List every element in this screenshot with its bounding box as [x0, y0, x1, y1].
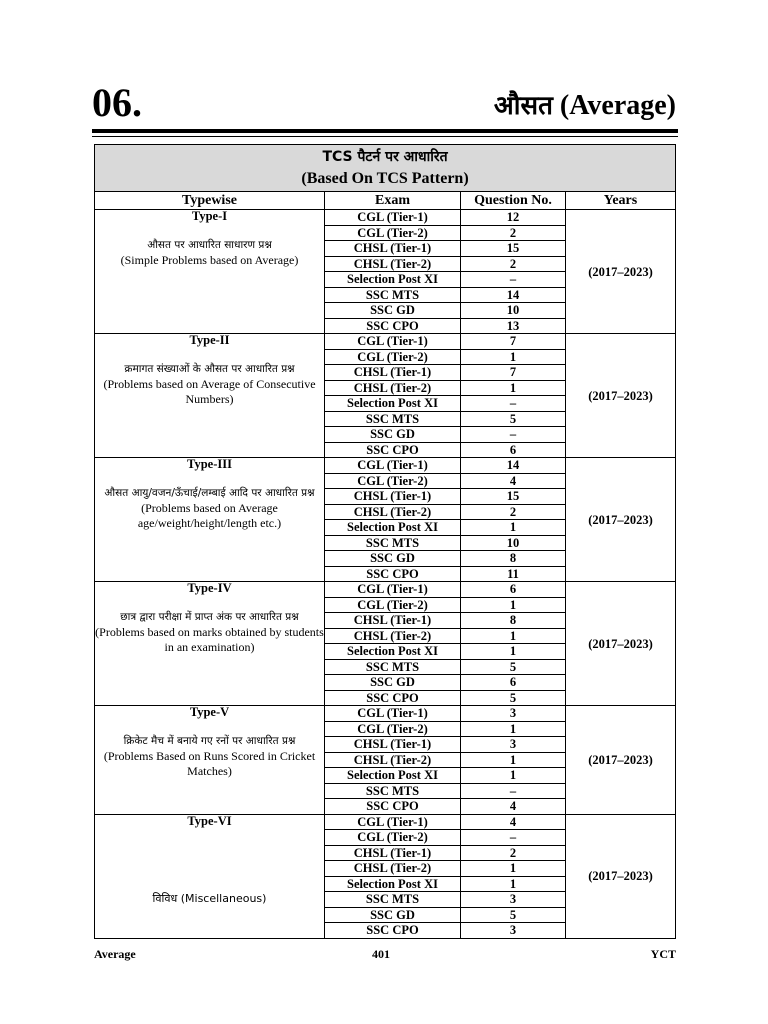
exam-cell: SSC MTS: [325, 892, 461, 908]
exam-cell: Selection Post XI: [325, 644, 461, 660]
years-cell: (2017–2023): [566, 814, 676, 938]
question-count-cell: 8: [461, 613, 566, 629]
exam-cell: SSC GD: [325, 907, 461, 923]
question-count-cell: 1: [461, 520, 566, 536]
chapter-number: 06.: [92, 80, 142, 125]
question-count-cell: 1: [461, 768, 566, 784]
header-rule-thin: [92, 136, 678, 137]
years-cell: (2017–2023): [566, 334, 676, 458]
question-count-cell: 12: [461, 210, 566, 226]
question-count-cell: 5: [461, 907, 566, 923]
question-count-cell: –: [461, 830, 566, 846]
exam-cell: Selection Post XI: [325, 768, 461, 784]
footer-subject: Average: [94, 947, 136, 961]
type-name: Type-IV: [187, 581, 232, 595]
years-cell: (2017–2023): [566, 210, 676, 334]
exam-cell: CHSL (Tier-2): [325, 504, 461, 520]
type-cell: [95, 706, 325, 815]
question-count-cell: 1: [461, 876, 566, 892]
question-count-cell: 1: [461, 628, 566, 644]
question-count-cell: 10: [461, 535, 566, 551]
question-count-cell: 15: [461, 489, 566, 505]
type-name: Type-VI: [187, 813, 232, 828]
exam-cell: SSC MTS: [325, 783, 461, 799]
table-row: [95, 814, 676, 830]
type-description-english: (Simple Problems based on Average): [120, 253, 299, 267]
exam-cell: CGL (Tier-1): [325, 334, 461, 350]
exam-cell: CHSL (Tier-1): [325, 613, 461, 629]
question-count-cell: 14: [461, 458, 566, 474]
question-count-cell: 6: [461, 675, 566, 691]
question-count-cell: 15: [461, 241, 566, 257]
exam-cell: CGL (Tier-2): [325, 349, 461, 365]
question-count-cell: 1: [461, 644, 566, 660]
footer-page-number: 401: [372, 947, 390, 961]
table-heading-hindi: TCS पैटर्न पर आधारित: [322, 149, 448, 165]
exam-cell: Selection Post XI: [325, 396, 461, 412]
type-cell: [95, 814, 325, 938]
chapter-title: [494, 84, 676, 128]
question-count-cell: 4: [461, 814, 566, 830]
question-count-cell: 1: [461, 380, 566, 396]
type-description-english: (Problems based on marks obtained by students in an examination): [95, 625, 324, 654]
exam-cell: CGL (Tier-1): [325, 582, 461, 598]
type-cell: [95, 334, 325, 458]
column-header-exam: Exam: [325, 192, 461, 210]
type-description-hindi: छात्र द्वारा परीक्षा में प्राप्त अंक पर आधारित प्रश्न: [120, 611, 299, 623]
question-count-cell: –: [461, 272, 566, 288]
years-cell: (2017–2023): [566, 582, 676, 706]
exam-cell: Selection Post XI: [325, 272, 461, 288]
exam-cell: CHSL (Tier-1): [325, 365, 461, 381]
table-row: [95, 458, 676, 474]
exam-cell: CHSL (Tier-2): [325, 861, 461, 877]
question-count-cell: 1: [461, 752, 566, 768]
footer-publisher: YCT: [650, 947, 676, 961]
question-count-cell: 4: [461, 473, 566, 489]
type-name: Type-III: [187, 457, 232, 471]
exam-cell: SSC MTS: [325, 535, 461, 551]
exam-cell: CGL (Tier-2): [325, 830, 461, 846]
exam-cell: CGL (Tier-2): [325, 473, 461, 489]
exam-cell: SSC GD: [325, 551, 461, 567]
type-description-english: (Problems based on Average age/weight/height/length etc.): [137, 501, 282, 530]
question-count-cell: 7: [461, 334, 566, 350]
header-rule-thick: [92, 129, 678, 133]
question-count-cell: –: [461, 396, 566, 412]
question-count-cell: 7: [461, 365, 566, 381]
type-description-english: (Problems Based on Runs Scored in Cricket Matches): [103, 749, 316, 778]
type-name: Type-I: [191, 209, 228, 223]
exam-cell: CHSL (Tier-2): [325, 752, 461, 768]
column-header-years: Years: [566, 192, 676, 210]
question-count-cell: 1: [461, 597, 566, 613]
table-row: [95, 334, 676, 350]
exam-cell: CHSL (Tier-2): [325, 256, 461, 272]
exam-cell: CHSL (Tier-1): [325, 737, 461, 753]
column-header-question-no: Question No.: [461, 192, 566, 210]
type-cell: [95, 210, 325, 334]
question-count-cell: –: [461, 427, 566, 443]
type-description-hindi: औसत आयु/वजन/ऊँचाई/लम्बाई आदि पर आधारित प्रश्न: [104, 487, 315, 499]
question-count-cell: 2: [461, 256, 566, 272]
exam-cell: SSC CPO: [325, 799, 461, 815]
exam-cell: SSC GD: [325, 427, 461, 443]
table-row: [95, 582, 676, 598]
question-count-cell: 4: [461, 799, 566, 815]
question-count-cell: 3: [461, 923, 566, 939]
table-heading-english: (Based On TCS Pattern): [301, 170, 469, 187]
chapter-title-english: (Average): [559, 90, 676, 121]
exam-cell: CHSL (Tier-1): [325, 845, 461, 861]
type-name: Type-V: [189, 705, 230, 719]
years-cell: (2017–2023): [566, 458, 676, 582]
exam-cell: SSC CPO: [325, 318, 461, 334]
question-count-cell: 2: [461, 225, 566, 241]
column-header-row: [95, 192, 676, 210]
exam-cell: Selection Post XI: [325, 876, 461, 892]
exam-cell: SSC CPO: [325, 566, 461, 582]
question-count-cell: 6: [461, 442, 566, 458]
exam-cell: CGL (Tier-1): [325, 210, 461, 226]
exam-cell: SSC GD: [325, 675, 461, 691]
exam-cell: CGL (Tier-2): [325, 721, 461, 737]
exam-cell: CGL (Tier-2): [325, 225, 461, 241]
question-count-cell: 3: [461, 706, 566, 722]
table-heading-row: [95, 145, 676, 192]
exam-cell: CGL (Tier-2): [325, 597, 461, 613]
chapter-title-hindi: औसत: [493, 91, 553, 121]
type-cell: [95, 582, 325, 706]
exam-cell: CHSL (Tier-1): [325, 241, 461, 257]
table-heading: [95, 145, 676, 192]
question-count-cell: 1: [461, 721, 566, 737]
question-count-cell: 1: [461, 349, 566, 365]
exam-cell: SSC MTS: [325, 411, 461, 427]
question-count-cell: 1: [461, 861, 566, 877]
question-count-cell: 5: [461, 690, 566, 706]
type-description-hindi: औसत पर आधारित साधारण प्रश्न: [147, 239, 272, 251]
exam-cell: CHSL (Tier-1): [325, 489, 461, 505]
exam-cell: SSC CPO: [325, 690, 461, 706]
table-row: [95, 706, 676, 722]
exam-cell: SSC CPO: [325, 923, 461, 939]
question-count-cell: 3: [461, 737, 566, 753]
exam-cell: CHSL (Tier-2): [325, 628, 461, 644]
exam-cell: SSC MTS: [325, 287, 461, 303]
question-count-cell: 14: [461, 287, 566, 303]
type-description-hindi: क्रमागत संख्याओं के औसत पर आधारित प्रश्न: [124, 363, 295, 375]
exam-cell: SSC MTS: [325, 659, 461, 675]
exam-cell: SSC GD: [325, 303, 461, 319]
type-description-misc: विविध (Miscellaneous): [152, 891, 267, 905]
exam-cell: CGL (Tier-1): [325, 814, 461, 830]
question-count-cell: 2: [461, 845, 566, 861]
question-count-cell: 10: [461, 303, 566, 319]
column-header-typewise: Typewise: [95, 192, 325, 210]
exam-cell: CGL (Tier-1): [325, 458, 461, 474]
question-distribution-table: [94, 144, 676, 939]
type-description-english: (Problems based on Average of Consecutive Numbers): [103, 377, 316, 406]
type-name: Type-II: [189, 333, 230, 347]
question-count-cell: –: [461, 783, 566, 799]
question-count-cell: 6: [461, 582, 566, 598]
exam-cell: Selection Post XI: [325, 520, 461, 536]
question-count-cell: 5: [461, 411, 566, 427]
question-count-cell: 13: [461, 318, 566, 334]
question-count-cell: 11: [461, 566, 566, 582]
exam-cell: CGL (Tier-1): [325, 706, 461, 722]
type-cell: [95, 458, 325, 582]
question-count-cell: 2: [461, 504, 566, 520]
exam-cell: SSC CPO: [325, 442, 461, 458]
type-description-hindi: क्रिकेट मैच में बनाये गए रनों पर आधारित प्रश्न: [123, 735, 296, 747]
question-count-cell: 5: [461, 659, 566, 675]
exam-cell: CHSL (Tier-2): [325, 380, 461, 396]
question-count-cell: 3: [461, 892, 566, 908]
question-count-cell: 8: [461, 551, 566, 567]
years-cell: (2017–2023): [566, 706, 676, 815]
table-row: [95, 210, 676, 226]
